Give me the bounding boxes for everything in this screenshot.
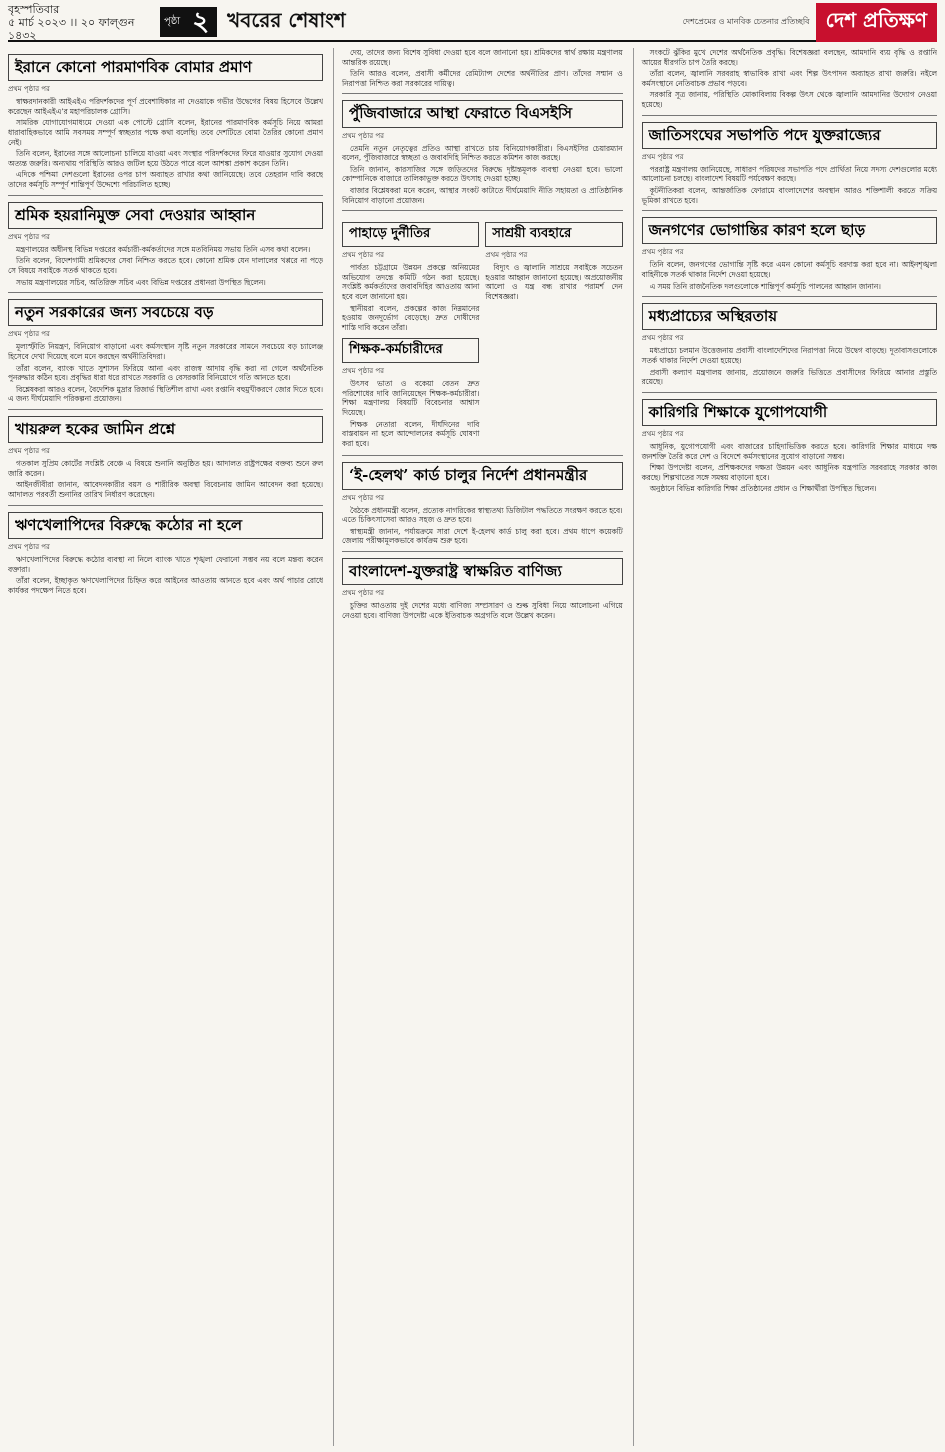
headline-iran: ইরানে কোনো পারমাণবিক বোমার প্রমাণ xyxy=(8,54,323,81)
brand xyxy=(683,3,937,42)
byline: প্রথম পৃষ্ঠার পর xyxy=(8,330,50,339)
divider xyxy=(8,505,323,506)
byline: প্রথম পৃষ্ঠার পর xyxy=(8,232,50,241)
sub-column-right xyxy=(485,216,622,450)
paragraph: চুক্তির আওতায় দুই দেশের মধ্যে বাণিজ্য সম্প্রসারণ ও শুল্ক সুবিধা নিয়ে আলোচনা এগিয়ে নেওয়া হবে। বাণিজ্য উপদেষ্টা একে ইতিবাচক অগ্রগতি বলে উল্লেখ করেন। xyxy=(342,601,623,620)
article-body xyxy=(342,263,479,332)
paper-logo: দেশ প্রতিক্ষণ xyxy=(816,3,937,42)
byline: প্রথম পৃষ্ঠার পর xyxy=(342,589,384,598)
article-body xyxy=(8,459,323,499)
byline: প্রথম পৃষ্ঠার পর xyxy=(641,334,684,343)
paragraph: মন্ত্রণালয়ের অধীনস্থ বিভিন্ন দপ্তরের কর্মচারী-কর্মকর্তাদের সঙ্গে মতবিনিময় সভায় তিনি এসব কথা বলেন। xyxy=(16,244,311,254)
paragraph: কূটনীতিকরা বলেন, আন্তর্জাতিক ফোরামে বাংলাদেশের অবস্থান আরও শক্তিশালী করতে সক্রিয় ভূমিকা রাখতে হবে। xyxy=(641,186,937,205)
headline-teachers: শিক্ষক-কর্মচারীদের xyxy=(342,338,479,363)
paragraph: মূল্যস্ফীতি নিয়ন্ত্রণ, বিনিয়োগ বাড়ানো এবং কর্মসংস্থান সৃষ্টি নতুন সরকারের সামনে সবচেয়ে বড় চ্যালেঞ্জ হিসেবে দেখা দিয়েছে বলে মনে করছেন অর্থনীতিবিদরা। xyxy=(8,342,324,362)
section-title: খবরের শেষাংশ xyxy=(227,7,346,32)
divider xyxy=(342,93,623,94)
divider xyxy=(342,455,623,456)
paragraph: তিনি বলেন, জনগণের ভোগান্তি সৃষ্টি করে এমন কোনো কর্মসূচি বরদাস্ত করা হবে না। আইনশৃঙ্খলা বাহিনীকে সতর্ক থাকার নির্দেশ দেওয়া হয়েছে। xyxy=(641,260,937,280)
paragraph: তিনি আরও বলেন, প্রবাসী কর্মীদের রেমিট্যান্স দেশের অর্থনীতির প্রাণ। তাঁদের সম্মান ও নিরাপত্তা নিশ্চিত করা সরকারের দায়িত্ব। xyxy=(342,69,623,88)
paragraph: সংকটে ঝুঁকির মুখে দেশের অর্থনৈতিক প্রবৃদ্ধি। বিশেষজ্ঞরা বলছেন, আমদানি ব্যয় বৃদ্ধি ও রপ্তানি আয়ের ধীরগতি চাপ তৈরি করছে। xyxy=(641,48,937,67)
date-line: ৫ মার্চ ২০২৩ ।। ২০ ফাল্গুন ১৪৩২ xyxy=(8,15,135,42)
headline-khairul: খায়রুল হকের জামিন প্রশ্নে xyxy=(8,416,323,443)
paragraph: বিদ্যুৎ ও জ্বালানি সাশ্রয়ে সবাইকে সচেতন হওয়ার আহ্বান জানানো হয়েছে। অপ্রয়োজনীয় আলো ও যন্ত্র বন্ধ রাখার পরামর্শ দেন বিশেষজ্ঞরা। xyxy=(485,263,623,301)
article-body xyxy=(485,263,622,301)
paragraph: স্বাস্থ্যমন্ত্রী জানান, পর্যায়ক্রমে সারা দেশে ই-হেলথ কার্ড চালু করা হবে। প্রথম ধাপে কয়েকটি জেলায় পরীক্ষামূলকভাবে কার্যক্রম শুরু হবে। xyxy=(342,526,623,546)
byline: প্রথম পৃষ্ঠার পর xyxy=(8,85,50,94)
headline-ehealth: ‘ই-হেলথ’ কার্ড চালুর নির্দেশ প্রধানমন্ত্রীর xyxy=(342,462,623,489)
paragraph: তেমনি নতুন নেতৃত্বের প্রতিও আস্থা রাখতে চায় বিনিয়োগকারীরা। বিএসইসির চেয়ারম্যান বলেন, পুঁজিবাজারে স্বচ্ছতা ও জবাবদিহি নিশ্চিত করতে কমিশন কাজ করছে। xyxy=(342,143,623,163)
article-body xyxy=(342,506,623,546)
paragraph: সামরিক যোগাযোগমাধ্যমে দেওয়া এক পোস্টে গ্রোসি বলেন, ইরানের পারমাণবিক কর্মসূচি নিয়ে আমরা ধারাবাহিকভাবে আমি সবসময় সম্পূর্ণ স্বচ্ছতার পক্ষে কথা বলেছি। তবে দেশটিতে বোমা তৈরির কোনো প্রমাণ নেই। xyxy=(8,118,324,147)
paragraph: সরকারি সূত্র জানায়, পরিস্থিতি মোকাবিলায় বিকল্প উৎস থেকে জ্বালানি আমদানির উদ্যোগ নেওয়া হয়েছে। xyxy=(641,90,937,109)
paragraph: পার্বত্য চট্টগ্রামে উন্নয়ন প্রকল্পে অনিয়মের অভিযোগ তদন্তে কমিটি গঠন করা হয়েছে। সংশ্লিষ্ট কর্মকর্তাদের জবাবদিহির আওতায় আনা হবে বলে জানানো হয়। xyxy=(342,263,480,301)
paragraph: শিক্ষা উপদেষ্টা বলেন, প্রশিক্ষকদের দক্ষতা উন্নয়ন এবং আধুনিক যন্ত্রপাতি সরবরাহে সরকার কাজ করছে। শিল্পখাতের সঙ্গে সমন্বয় বাড়ানো হবে। xyxy=(641,463,937,482)
byline: প্রথম পৃষ্ঠার পর xyxy=(8,447,50,456)
divider xyxy=(8,409,323,410)
article-body xyxy=(642,346,937,386)
divider xyxy=(342,551,623,552)
paragraph: শিক্ষক নেতারা বলেন, দীর্ঘদিনের দাবি বাস্তবায়ন না হলে আন্দোলনের কর্মসূচি ঘোষণা করা হবে। xyxy=(342,419,480,448)
byline: প্রথম পৃষ্ঠার পর xyxy=(342,367,384,376)
divider xyxy=(642,296,937,297)
article-body xyxy=(642,165,937,205)
paragraph: এ সময় তিনি রাজনৈতিক দলগুলোকে শান্তিপূর্ণ কর্মসূচি পালনের আহ্বান জানান। xyxy=(649,281,881,291)
paragraph: প্রবাসী কল্যাণ মন্ত্রণালয় জানায়, প্রয়োজনে জরুরি ভিত্তিতে প্রবাসীদের ফিরিয়ে আনার প্রস্তুতি রয়েছে। xyxy=(641,367,937,387)
paragraph: দেয়, তাদের জন্য বিশেষ সুবিধা দেওয়া হবে বলে জানানো হয়। শ্রমিকদের স্বার্থ রক্ষায় মন্ত্রণালয় আন্তরিক রয়েছে। xyxy=(342,48,623,67)
byline: প্রথম পৃষ্ঠার পর xyxy=(485,251,528,260)
paragraph: উৎসব ভাতা ও বকেয়া বেতন দ্রুত পরিশোধের দাবি জানিয়েছেন শিক্ষক-কর্মচারীরা। শিক্ষা মন্ত্রণালয় বিষয়টি বিবেচনার আশ্বাস দিয়েছে। xyxy=(342,379,480,417)
byline: প্রথম পৃষ্ঠার পর xyxy=(342,131,384,140)
headline-public-suffering: জনগণের ভোগান্তির কারণ হলে ছাড় xyxy=(642,217,937,244)
byline: প্রথম পৃষ্ঠার পর xyxy=(641,248,684,257)
divider xyxy=(8,292,323,293)
page-label: পৃষ্ঠা xyxy=(160,7,184,37)
paragraph: তাঁরা বলেন, ইচ্ছাকৃত ঋণখেলাপিদের চিহ্নিত করে আইনের আওতায় আনতে হবে এবং অর্থ পাচার রোধে কার্যকর পদক্ষেপ নিতে হবে। xyxy=(8,576,324,595)
headline-bsec: পুঁজিবাজারে আস্থা ফেরাতে বিএসইসি xyxy=(342,100,623,127)
article-body xyxy=(342,601,623,620)
paragraph: তাঁরা বলেন, ব্যাংক খাতে সুশাসন ফিরিয়ে আনা এবং রাজস্ব আদায় বৃদ্ধি করা না গেলে অর্থনৈতিক পুনরুদ্ধার কঠিন হবে। প্রবৃদ্ধির ধারা ধরে রাখতে সরকারি ও বেসরকারি বিনিয়োগে গতি আনতে হবে। xyxy=(8,363,324,383)
headline-defaulters: ঋণখেলাপিদের বিরুদ্ধে কঠোর না হলে xyxy=(8,512,323,539)
column-1 xyxy=(8,48,323,1446)
divider xyxy=(642,392,937,393)
page-number: ২ xyxy=(184,7,217,37)
article-body xyxy=(642,260,937,291)
divider xyxy=(342,210,623,211)
headline-trade: বাংলাদেশ-যুক্তরাষ্ট্র স্বাক্ষরিত বাণিজ্য xyxy=(342,558,623,585)
paragraph: সভায় মন্ত্রণালয়ের সচিব, অতিরিক্ত সচিব এবং বিভিন্ন দপ্তরের প্রধানরা উপস্থিত ছিলেন। xyxy=(16,277,266,287)
article-body xyxy=(642,48,937,110)
article-body xyxy=(8,555,323,595)
masthead xyxy=(8,4,937,42)
article-body xyxy=(642,442,937,494)
byline: প্রথম পৃষ্ঠার পর xyxy=(641,430,684,439)
headline-saving: সাশ্রয়ী ব্যবহারে xyxy=(485,222,622,247)
article-body xyxy=(342,48,623,88)
headline-worker: শ্রমিক হয়রানিমুক্ত সেবা দেওয়ার আহ্বান xyxy=(8,202,323,229)
paragraph: গতকাল সুপ্রিম কোর্টের সংশ্লিষ্ট বেঞ্চে এ বিষয়ে শুনানি অনুষ্ঠিত হয়। আদালত রাষ্ট্রপক্ষের বক্তব্য শুনে রুল জারি করেন। xyxy=(8,459,324,478)
paragraph: তিনি জানান, কারসাজির সঙ্গে জড়িতদের বিরুদ্ধে দৃষ্টান্তমূলক ব্যবস্থা নেওয়া হবে। ভালো কোম্পানিকে বাজারে তালিকাভুক্ত করতে উৎসাহ দেওয়া হচ্ছে। xyxy=(342,164,623,184)
byline: প্রথম পৃষ্ঠার পর xyxy=(8,542,50,551)
paragraph: ঋণখেলাপিদের বিরুদ্ধে কঠোর ব্যবস্থা না নিলে ব্যাংক খাতে শৃঙ্খলা ফেরানো সম্ভব নয় বলে মন্তব্য করেন বক্তারা। xyxy=(8,554,324,574)
article-body xyxy=(342,144,623,206)
paragraph: তাঁরা বলেন, জ্বালানি সরবরাহ স্বাভাবিক রাখা এবং শিল্প উৎপাদন অব্যাহত রাখা জরুরি। নইলে কর্মসংস্থানে নেতিবাচক প্রভাব পড়বে। xyxy=(641,69,937,88)
divider xyxy=(8,195,323,196)
headline-hill-corruption: পাহাড়ে দুর্নীতির xyxy=(342,222,479,247)
column-2 xyxy=(333,48,623,1446)
weekday: বৃহস্পতিবার xyxy=(8,2,60,16)
paragraph: এদিকে পশ্চিমা দেশগুলো ইরানের ওপর চাপ অব্যাহত রাখার কথা জানিয়েছে। তবে তেহরান দাবি করছে তাদের কর্মসূচি সম্পূর্ণ শান্তিপূর্ণ উদ্দেশ্যে পরিচালিত হচ্ছে। xyxy=(8,170,324,189)
paragraph: বৈঠকে প্রধানমন্ত্রী বলেন, প্রত্যেক নাগরিকের স্বাস্থ্যতথ্য ডিজিটাল পদ্ধতিতে সংরক্ষণ করতে হবে। এতে চিকিৎসাসেবা আরও সহজ ও দ্রুত হবে। xyxy=(342,505,623,525)
paragraph: তিনি বলেন, বিদেশগামী শ্রমিকদের সেবা নিশ্চিত করতে হবে। কোনো শ্রমিক যেন দালালের খপ্পরে না পড়ে সে বিষয়ে সবাইকে সতর্ক থাকতে হবে। xyxy=(8,256,324,276)
article-body xyxy=(8,97,323,189)
headline-un: জাতিসংঘের সভাপতি পদে যুক্তরাজ্যের xyxy=(642,122,937,149)
paragraph: মধ্যপ্রাচ্যে চলমান উত্তেজনায় প্রবাসী বাংলাদেশিদের নিরাপত্তা নিয়ে উদ্বেগ বাড়ছে। দূতাবাসগুলোকে সতর্ক থাকার নির্দেশ দেওয়া হয়েছে। xyxy=(641,346,937,366)
paragraph: বাজার বিশ্লেষকরা মনে করেন, আস্থার সংকট কাটাতে দীর্ঘমেয়াদি নীতি সহায়তা ও প্রাতিষ্ঠানিক বিনিয়োগ বাড়ানো প্রয়োজন। xyxy=(342,186,623,205)
divider xyxy=(642,210,937,211)
sub-column-left xyxy=(342,216,479,450)
article-body xyxy=(8,245,323,287)
headline-middle-east: মধ্যপ্রাচ্যের অস্থিরতায় xyxy=(642,303,937,330)
paragraph: স্থানীয়রা বলেন, প্রকল্পের কাজ নিম্নমানের হওয়ায় জনদুর্ভোগ বেড়েছে। দ্রুত দোষীদের শাস্তি দাবি করেন তাঁরা। xyxy=(342,303,480,332)
article-body xyxy=(342,379,479,448)
paragraph: পররাষ্ট্র মন্ত্রণালয় জানিয়েছে, সাধারণ পরিষদের সভাপতি পদে প্রার্থিতা নিয়ে সদস্য দেশগুলোর মধ্যে আলোচনা চলছে। বাংলাদেশ বিষয়টি পর্যবেক্ষণ করছে। xyxy=(641,164,937,184)
paragraph: অনুষ্ঠানে বিভিন্ন কারিগরি শিক্ষা প্রতিষ্ঠানের প্রধান ও শিক্ষার্থীরা উপস্থিত ছিলেন। xyxy=(649,484,877,494)
headline-technical-edu: কারিগরি শিক্ষাকে যুগোপযোগী xyxy=(642,399,937,426)
columns xyxy=(8,48,937,1446)
byline: প্রথম পৃষ্ঠার পর xyxy=(641,152,684,161)
date-block xyxy=(8,3,158,42)
byline: প্রথম পৃষ্ঠার পর xyxy=(342,493,384,502)
divider xyxy=(642,115,937,116)
column-3 xyxy=(633,48,937,1446)
byline: প্রথম পৃষ্ঠার পর xyxy=(342,251,384,260)
article-body xyxy=(8,342,323,404)
paragraph: স্বাক্ষরদানকারী আইএইএ পরিদর্শকদের পূর্ণ প্রবেশাধিকার না দেওয়াকে গভীর উদ্বেগের বিষয় হিসেবে উল্লেখ করেছেন আইএইএ’র মহাপরিচালক গ্রোসি। xyxy=(8,97,324,116)
paragraph: বিশ্লেষকরা আরও বলেন, বৈদেশিক মুদ্রার রিজার্ভ স্থিতিশীল রাখা এবং রপ্তানি বহুমুখীকরণে জোর দিতে হবে। এ জন্য দীর্ঘমেয়াদি পরিকল্পনা প্রয়োজন। xyxy=(8,384,324,404)
tagline: দেশপ্রেমের ও মানবিক চেতনার প্রতিচ্ছবি xyxy=(682,16,810,26)
paragraph: আইনজীবীরা জানান, আবেদনকারীর বয়স ও শারীরিক অবস্থা বিবেচনায় জামিন আবেদন করা হয়েছে। আদালত পরবর্তী শুনানির তারিখ নির্ধারণ করেছেন। xyxy=(8,480,324,500)
sub-columns xyxy=(342,216,623,450)
paragraph: আধুনিক, যুগোপযোগী এবং বাজারের চাহিদাভিত্তিক করতে হবে। কারিগরি শিক্ষার মাধ্যমে দক্ষ জনশক্তি তৈরি করে দেশ ও বিদেশে কর্মসংস্থানের সুযোগ বাড়ানো সম্ভব। xyxy=(641,442,937,461)
paragraph: তিনি বলেন, ইরানের সঙ্গে আলোচনা চালিয়ে যাওয়া এবং সংস্থার পরিদর্শকদের ফিরে যাওয়ার সুযোগ দেওয়া অত্যন্ত জরুরি। অন্যথায় পরিস্থিতি আরও জটিল হয়ে উঠতে পারে বলে আশঙ্কা প্রকাশ করেন তিনি। xyxy=(8,149,324,168)
headline-new-govt: নতুন সরকারের জন্য সবচেয়ে বড় xyxy=(8,299,323,326)
